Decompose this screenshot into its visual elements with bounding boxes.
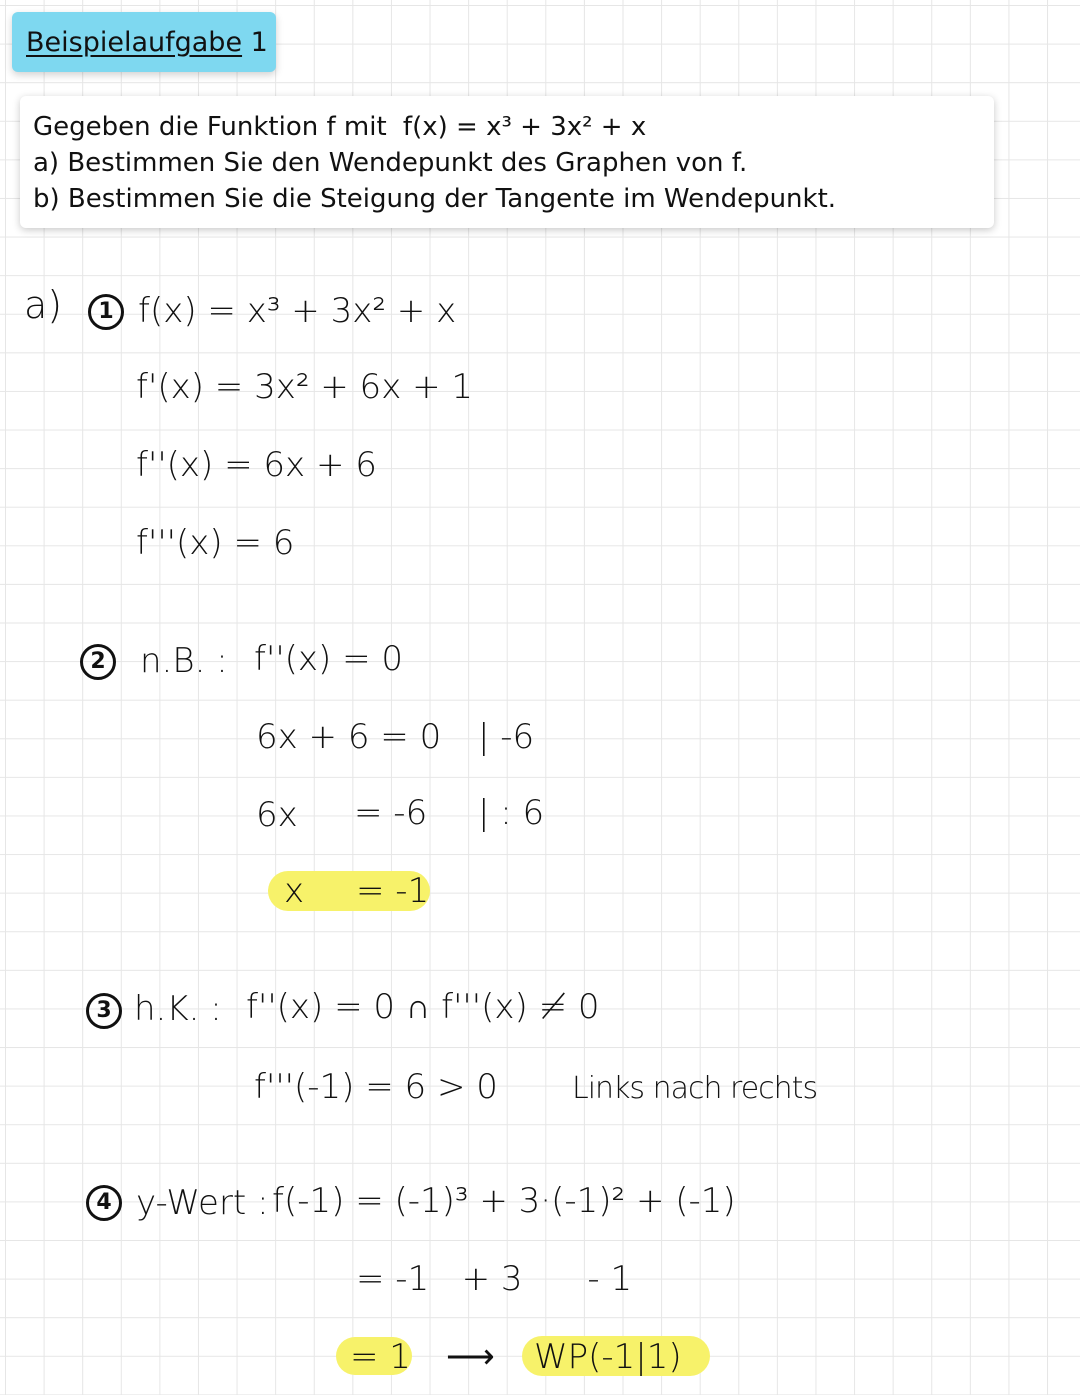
- task-part-b: b) Bestimmen Sie die Steigung der Tangente im Wendepunkt.: [33, 184, 837, 214]
- step2-condition: f''(x) = 0: [254, 639, 404, 679]
- task-box: [20, 96, 994, 228]
- task-intro: Gegeben die Funktion f mit: [33, 112, 387, 142]
- step4-wendepunkt: WP(-1|1): [534, 1337, 682, 1377]
- step3-condition: f''(x) = 0 ∩ f'''(x) ≠ 0: [246, 987, 600, 1027]
- step1-f3: f'''(x) = 6: [136, 523, 295, 563]
- title-number: 1: [250, 27, 268, 58]
- arrow-icon: ⟶: [446, 1337, 495, 1377]
- step2-result-left: x: [284, 871, 305, 911]
- step3-note: Links nach rechts: [572, 1071, 818, 1106]
- title-label: Beispielaufgabe: [26, 27, 243, 58]
- task-function: f(x) = x³ + 3x² + x: [402, 112, 647, 142]
- step2-eq1-left: 6x + 6 = 0: [256, 717, 442, 757]
- step2-label: n.B. :: [140, 641, 228, 681]
- step-1-badge: 1: [88, 294, 124, 330]
- step1-f1: f'(x) = 3x² + 6x + 1: [136, 367, 474, 407]
- step4-result: = 1: [350, 1337, 411, 1377]
- step4-sum: = -1 + 3 - 1: [356, 1259, 633, 1299]
- part-a-label: a): [24, 283, 63, 327]
- step2-eq2-right: = -6: [354, 793, 428, 833]
- step1-f: f(x) = x³ + 3x² + x: [138, 291, 457, 331]
- task-part-a: a) Bestimmen Sie den Wendepunkt des Graphen von f.: [33, 148, 748, 178]
- step2-eq2-left: 6x: [256, 795, 298, 835]
- step-3-badge: 3: [86, 993, 122, 1029]
- step3-label: h.K. :: [134, 989, 222, 1029]
- step2-eq1-op: | -6: [478, 717, 535, 757]
- step3-check: f'''(-1) = 6 > 0: [254, 1067, 498, 1107]
- step-2-badge: 2: [80, 644, 116, 680]
- title-box: [12, 12, 276, 72]
- step2-eq2-op: | : 6: [478, 793, 545, 833]
- step4-calc: f(-1) = (-1)³ + 3·(-1)² + (-1): [272, 1181, 736, 1221]
- task-intro-line: [33, 112, 646, 142]
- step2-result-right: = -1: [356, 871, 430, 911]
- step4-label: y-Wert :: [136, 1183, 269, 1223]
- step1-f2: f''(x) = 6x + 6: [136, 445, 377, 485]
- page-title: [26, 27, 268, 58]
- step-4-badge: 4: [86, 1185, 122, 1221]
